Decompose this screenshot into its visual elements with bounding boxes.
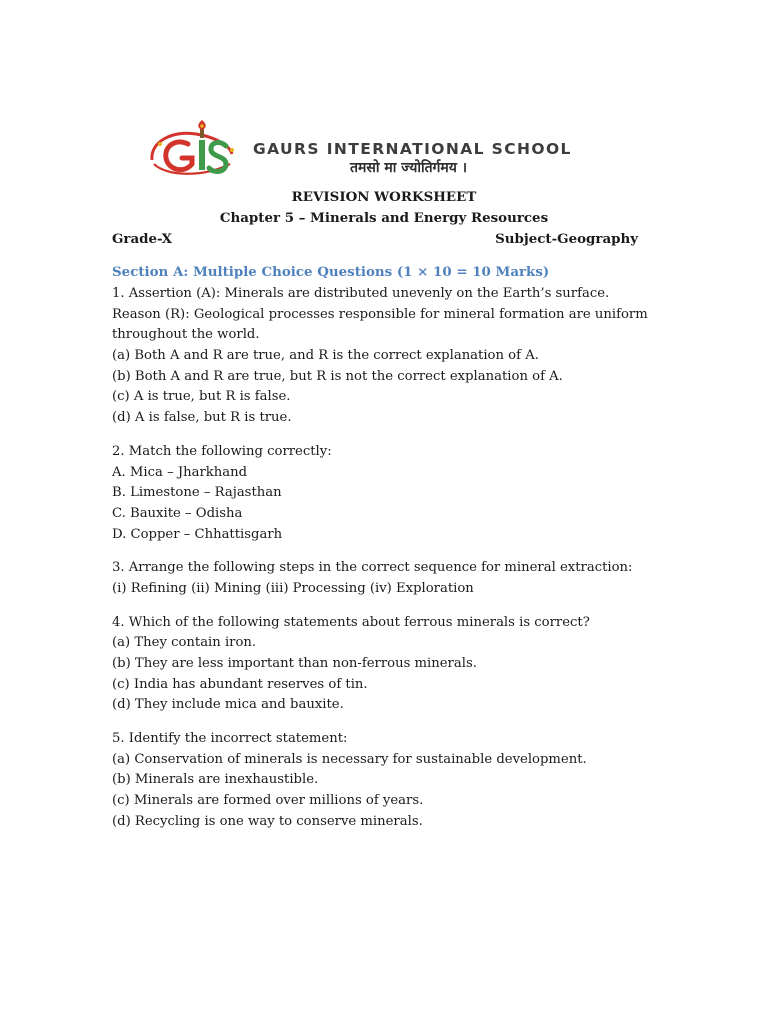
question-3 (112, 558, 652, 599)
question-3-stem: 3. Arrange the following steps in the correct sequence for mineral extraction: (112, 560, 633, 576)
question-1-assertion: 1. Assertion (A): Minerals are distributed unevenly on the Earth’s surface. (112, 286, 610, 301)
question-2-item-b: B. Limestone – Rajasthan (112, 485, 282, 501)
question-4-option-b: (b) They are less important than non-ferrous minerals. (112, 656, 477, 671)
question-5-option-d: (d) Recycling is one way to conserve minerals. (112, 813, 423, 829)
question-4 (112, 613, 652, 716)
question-5-option-c: (c) Minerals are formed over millions of years. (112, 793, 424, 809)
question-4-option-c: (c) India has abundant reserves of tin. (112, 676, 368, 692)
school-logo (146, 120, 636, 182)
chapter-title: Chapter 5 – Minerals and Energy Resources (219, 210, 549, 226)
question-2-stem: 2. Match the following correctly: (112, 443, 332, 459)
question-2-item-c: C. Bauxite – Odisha (112, 505, 243, 521)
question-5-option-b: (b) Minerals are inexhaustible. (112, 772, 319, 788)
question-2 (112, 442, 652, 545)
question-1-reason: Reason (R): Geological processes responsible for mineral formation are uniform (112, 306, 648, 322)
subject-label: Subject-Geography (495, 231, 638, 247)
question-5-option-a: (a) Conservation of minerals is necessary for sustainable development. (112, 751, 587, 767)
question-1-option-c: (c) A is true, but R is false. (112, 389, 291, 405)
question-2-item-a: A. Mica – Jharkhand (112, 464, 248, 480)
question-4-option-a: (a) They contain iron. (112, 635, 257, 651)
question-1-option-a: (a) Both A and R are true, and R is the correct explanation of A. (112, 348, 539, 364)
question-5-stem: 5. Identify the incorrect statement: (112, 731, 348, 747)
school-motto: तमसो मा ज्योतिर्गमय । (350, 160, 468, 176)
question-1-reason-cont: throughout the world. (112, 327, 260, 343)
question-1-option-d: (d) A is false, but R is true. (112, 410, 292, 426)
section-a-heading: Section A: Multiple Choice Questions (1 × 10 = 10 Marks) (112, 264, 550, 280)
question-3-steps: (i) Refining (ii) Mining (iii) Processing (iv) Exploration (112, 580, 474, 596)
question-4-stem: 4. Which of the following statements about ferrous minerals is correct? (112, 614, 590, 630)
question-4-option-d: (d) They include mica and bauxite. (112, 697, 344, 713)
worksheet-title: REVISION WORKSHEET (291, 189, 477, 205)
question-1 (112, 284, 652, 429)
school-name: GAURS INTERNATIONAL SCHOOL (253, 140, 572, 158)
school-emblem-icon (146, 120, 242, 182)
questions-body (112, 284, 652, 833)
question-5 (112, 729, 652, 832)
question-2-item-d: D. Copper – Chhattisgarh (112, 526, 283, 542)
grade-label: Grade-X (112, 231, 173, 247)
question-1-option-b: (b) Both A and R are true, but R is not the correct explanation of A. (112, 368, 563, 384)
